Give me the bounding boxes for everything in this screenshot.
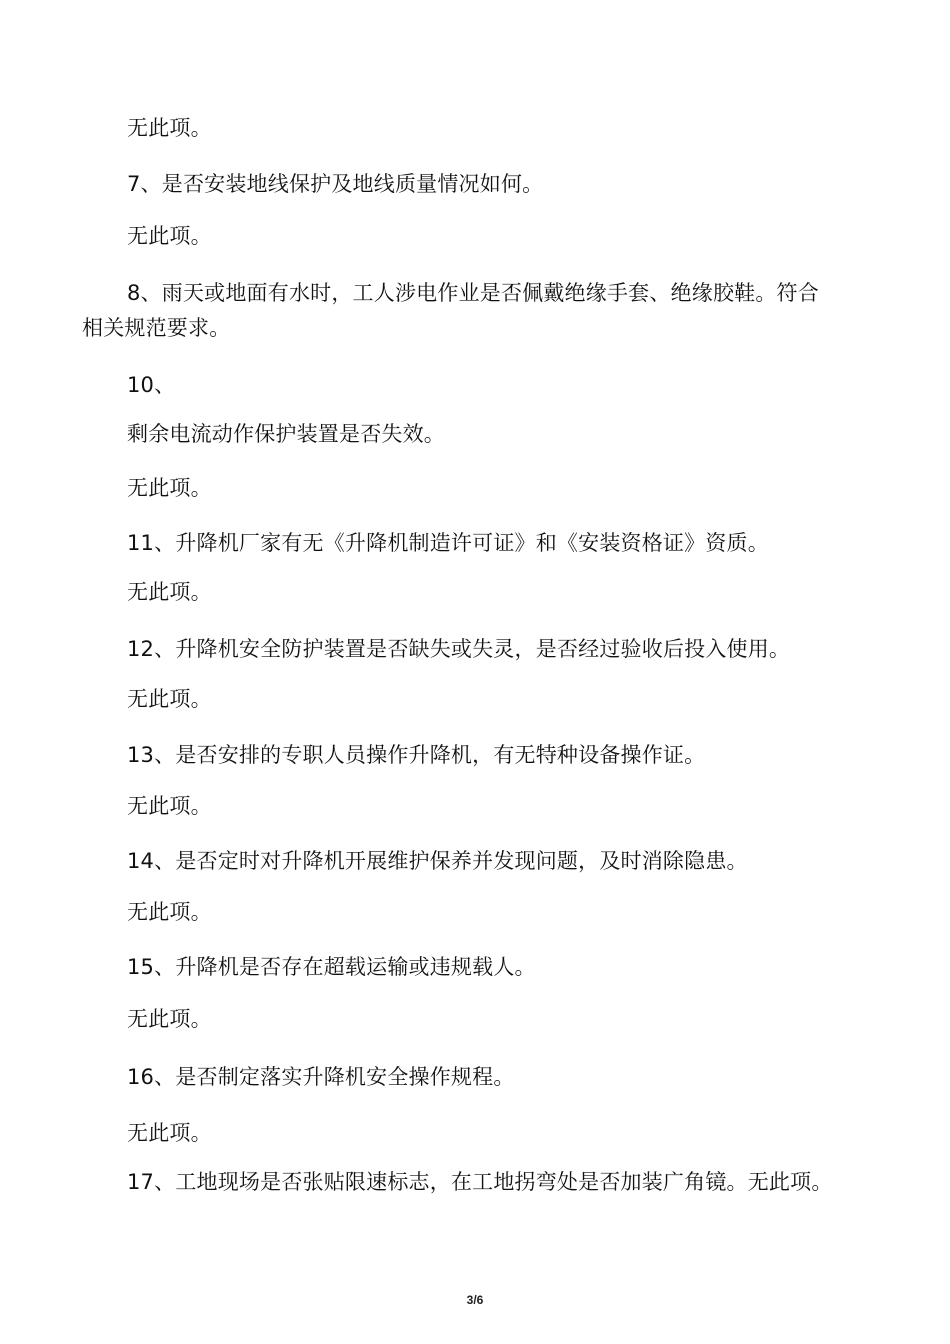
paragraph-line: 17、工地现场是否张贴限速标志，在工地拐弯处是否加装广角镜。无此项。 [127, 1170, 833, 1194]
paragraph-line: 11、升降机厂家有无《升降机制造许可证》和《安装资格证》资质。 [127, 531, 769, 555]
paragraph-line: 15、升降机是否存在超载运输或违规载人。 [127, 955, 536, 979]
paragraph-line: 无此项。 [127, 1007, 212, 1031]
paragraph-line: 无此项。 [127, 476, 212, 500]
paragraph-line: 无此项。 [127, 794, 212, 818]
paragraph-line: 12、升降机安全防护装置是否缺失或失灵，是否经过验收后投入使用。 [127, 637, 791, 661]
paragraph-line: 13、是否安排的专职人员操作升降机，有无特种设备操作证。 [127, 743, 706, 767]
paragraph-line: 14、是否定时对升降机开展维护保养并发现问题，及时消除隐患。 [127, 849, 748, 873]
paragraph-line: 无此项。 [127, 687, 212, 711]
paragraph-line: 16、是否制定落实升降机安全操作规程。 [127, 1065, 515, 1089]
paragraph-line: 相关规范要求。 [82, 316, 231, 340]
paragraph-line: 无此项。 [127, 580, 212, 604]
paragraph-line: 剩余电流动作保护装置是否失效。 [127, 422, 445, 446]
paragraph-line: 无此项。 [127, 1121, 212, 1145]
paragraph-line: 无此项。 [127, 900, 212, 924]
paragraph-line: 8、雨天或地面有水时，工人涉电作业是否佩戴绝缘手套、绝缘胶鞋。符合 [127, 281, 819, 305]
paragraph-line: 无此项。 [127, 116, 212, 140]
page-number: 3/6 [466, 1293, 484, 1307]
paragraph-line: 无此项。 [127, 224, 212, 248]
paragraph-line: 10、 [127, 373, 176, 397]
paragraph-line: 7、是否安装地线保护及地线质量情况如何。 [127, 172, 544, 196]
